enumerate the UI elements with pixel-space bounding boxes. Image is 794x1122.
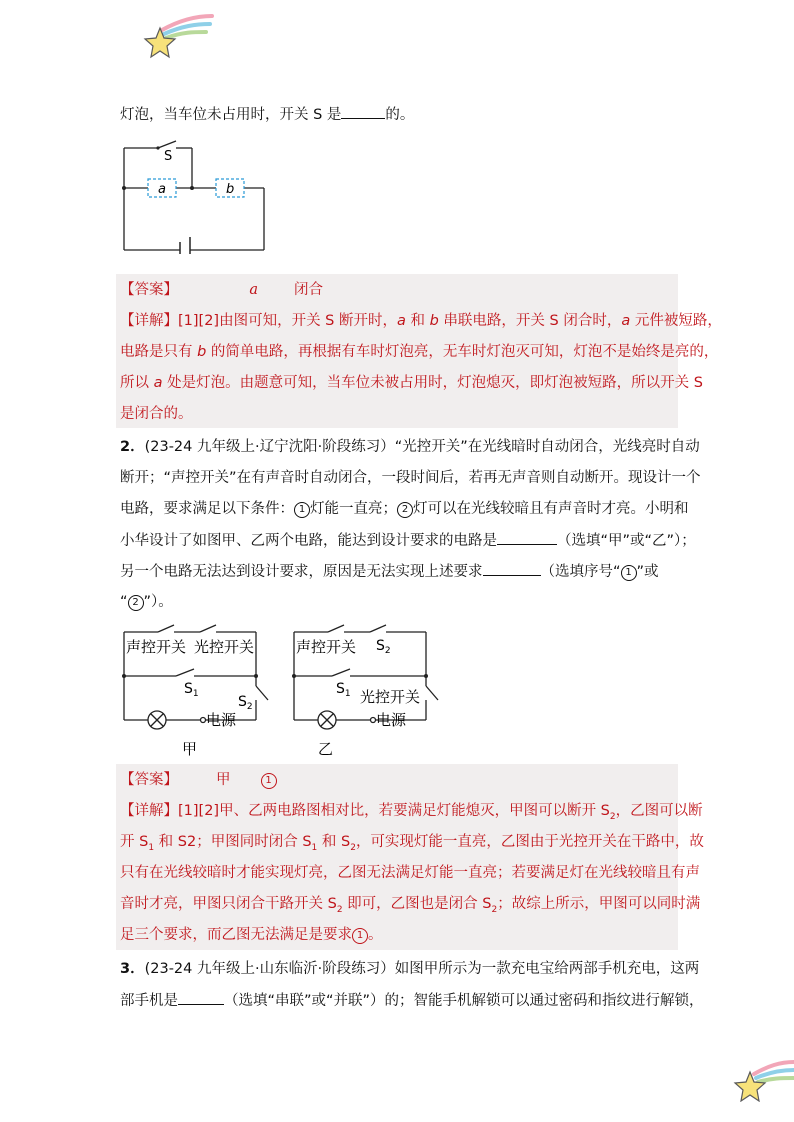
sound-switch-label: 声控开关 xyxy=(126,638,187,656)
answer-blank xyxy=(341,104,385,119)
q2-stem-line1: 2．(23-24 九年级上·辽宁沈阳·阶段练习）“光控开关”在光线暗时自动闭合，光线亮时自动 xyxy=(120,439,700,455)
sound-switch-label: 声控开关 xyxy=(296,638,357,656)
q2-stem-line4: 小华设计了如图甲、乙两个电路，能达到设计要求的电路是 （选填“甲”或“乙”）； xyxy=(120,530,696,551)
power-label: 电源 xyxy=(206,711,237,729)
q1-detail-line1: 【详解】[1][2]由图可知，开关 S 断开时，a 和 b 串联电路，开关 S 闭合时，a 元件被短路， xyxy=(120,313,722,329)
shooting-star-icon xyxy=(140,14,216,60)
q3-stem-line1: 3．(23-24 九年级上·山东临沂·阶段练习）如图甲所示为一款充电宝给两部手机充电，这两 xyxy=(120,961,700,977)
q1-detail-line2: 电路是只有 b 的简单电路，再根据有车时灯泡亮，无车时灯泡灭可知，灯泡不是始终是亮的， xyxy=(120,344,719,360)
figure-caption-yi: 乙 xyxy=(318,740,334,758)
q2-circuit-jia xyxy=(118,620,278,758)
light-switch-label: 光控开关 xyxy=(194,638,255,656)
q2-detail-line3: 只有在光线较暗时才能实现灯亮，乙图无法满足灯能一直亮；若要满足灯在光线较暗且有声 xyxy=(120,865,700,881)
q2-circuit-yi xyxy=(288,620,448,758)
power-label: 电源 xyxy=(376,711,407,729)
q1-stem: 灯泡，当车位未占用时，开关 S 是 的。 xyxy=(120,104,414,125)
q3-stem-line2: 部手机是 （选填“串联”或“并联”）的；智能手机解锁可以通过密码和指纹进行解锁， xyxy=(120,990,704,1011)
q2-stem-line5: 另一个电路无法达到设计要求，原因是无法实现上述要求 （选填序号“ 1 ”或 xyxy=(120,561,659,582)
q1-circuit-diagram xyxy=(118,138,270,254)
s2-label: $S_2$ xyxy=(238,694,253,712)
s2-label: $S_2$ xyxy=(376,638,391,656)
box-label-b: b xyxy=(226,182,235,197)
answer-blank xyxy=(178,990,224,1005)
figure-caption-jia: 甲 xyxy=(182,740,198,758)
q1-detail-line4: 是闭合的。 xyxy=(120,406,193,422)
box-label-a: a xyxy=(158,182,166,197)
shooting-star-icon xyxy=(732,1058,794,1102)
q2-answer: 【答案】 甲 1 xyxy=(120,770,277,790)
answer-blank xyxy=(483,561,541,576)
q2-detail-line5: 足三个要求，而乙图无法满足是要求 1 。 xyxy=(120,927,383,943)
s1-label: $S_1$ xyxy=(336,681,351,699)
switch-label-s: S xyxy=(164,149,173,164)
q2-stem-line3: 电路，要求满足以下条件： 1 灯能一直亮； 2 灯可以在光线较暗且有声音时才亮。小明和 xyxy=(120,501,689,517)
q2-detail-line1: 【详解】[1][2]甲、乙两电路图相对比，若要满足灯能熄灭，甲图可以断开 $S_2$，乙图可以断 xyxy=(120,803,703,822)
q2-detail-line4: 音时才亮，甲图只闭合干路开关 $S_2$ 即可，乙图也是闭合 $S_2$；故综上所示，甲图可以同时满 xyxy=(120,896,701,915)
q2-stem-line6: “ 2 ”）。 xyxy=(120,594,173,610)
q1-detail-line3: 所以 a 处是灯泡。由题意可知，当车位未被占用时，灯泡熄灭，即灯泡被短路，所以开关 S xyxy=(120,375,703,391)
q1-answer: 【答案】 a 闭合 xyxy=(120,282,323,298)
light-switch-label: 光控开关 xyxy=(360,688,421,706)
answer-blank xyxy=(497,530,557,545)
s1-label: $S_1$ xyxy=(184,681,199,699)
q2-stem-line2: 断开；“声控开关”在有声音时自动闭合，一段时间后，若再无声音则自动断开。现设计一个 xyxy=(120,470,701,486)
q2-detail-line2: 开 $S_1$ 和 S2；甲图同时闭合 $S_1$ 和 $S_2$，可实现灯能一直亮，乙图由于光控开关在干路中，故 xyxy=(120,834,704,853)
